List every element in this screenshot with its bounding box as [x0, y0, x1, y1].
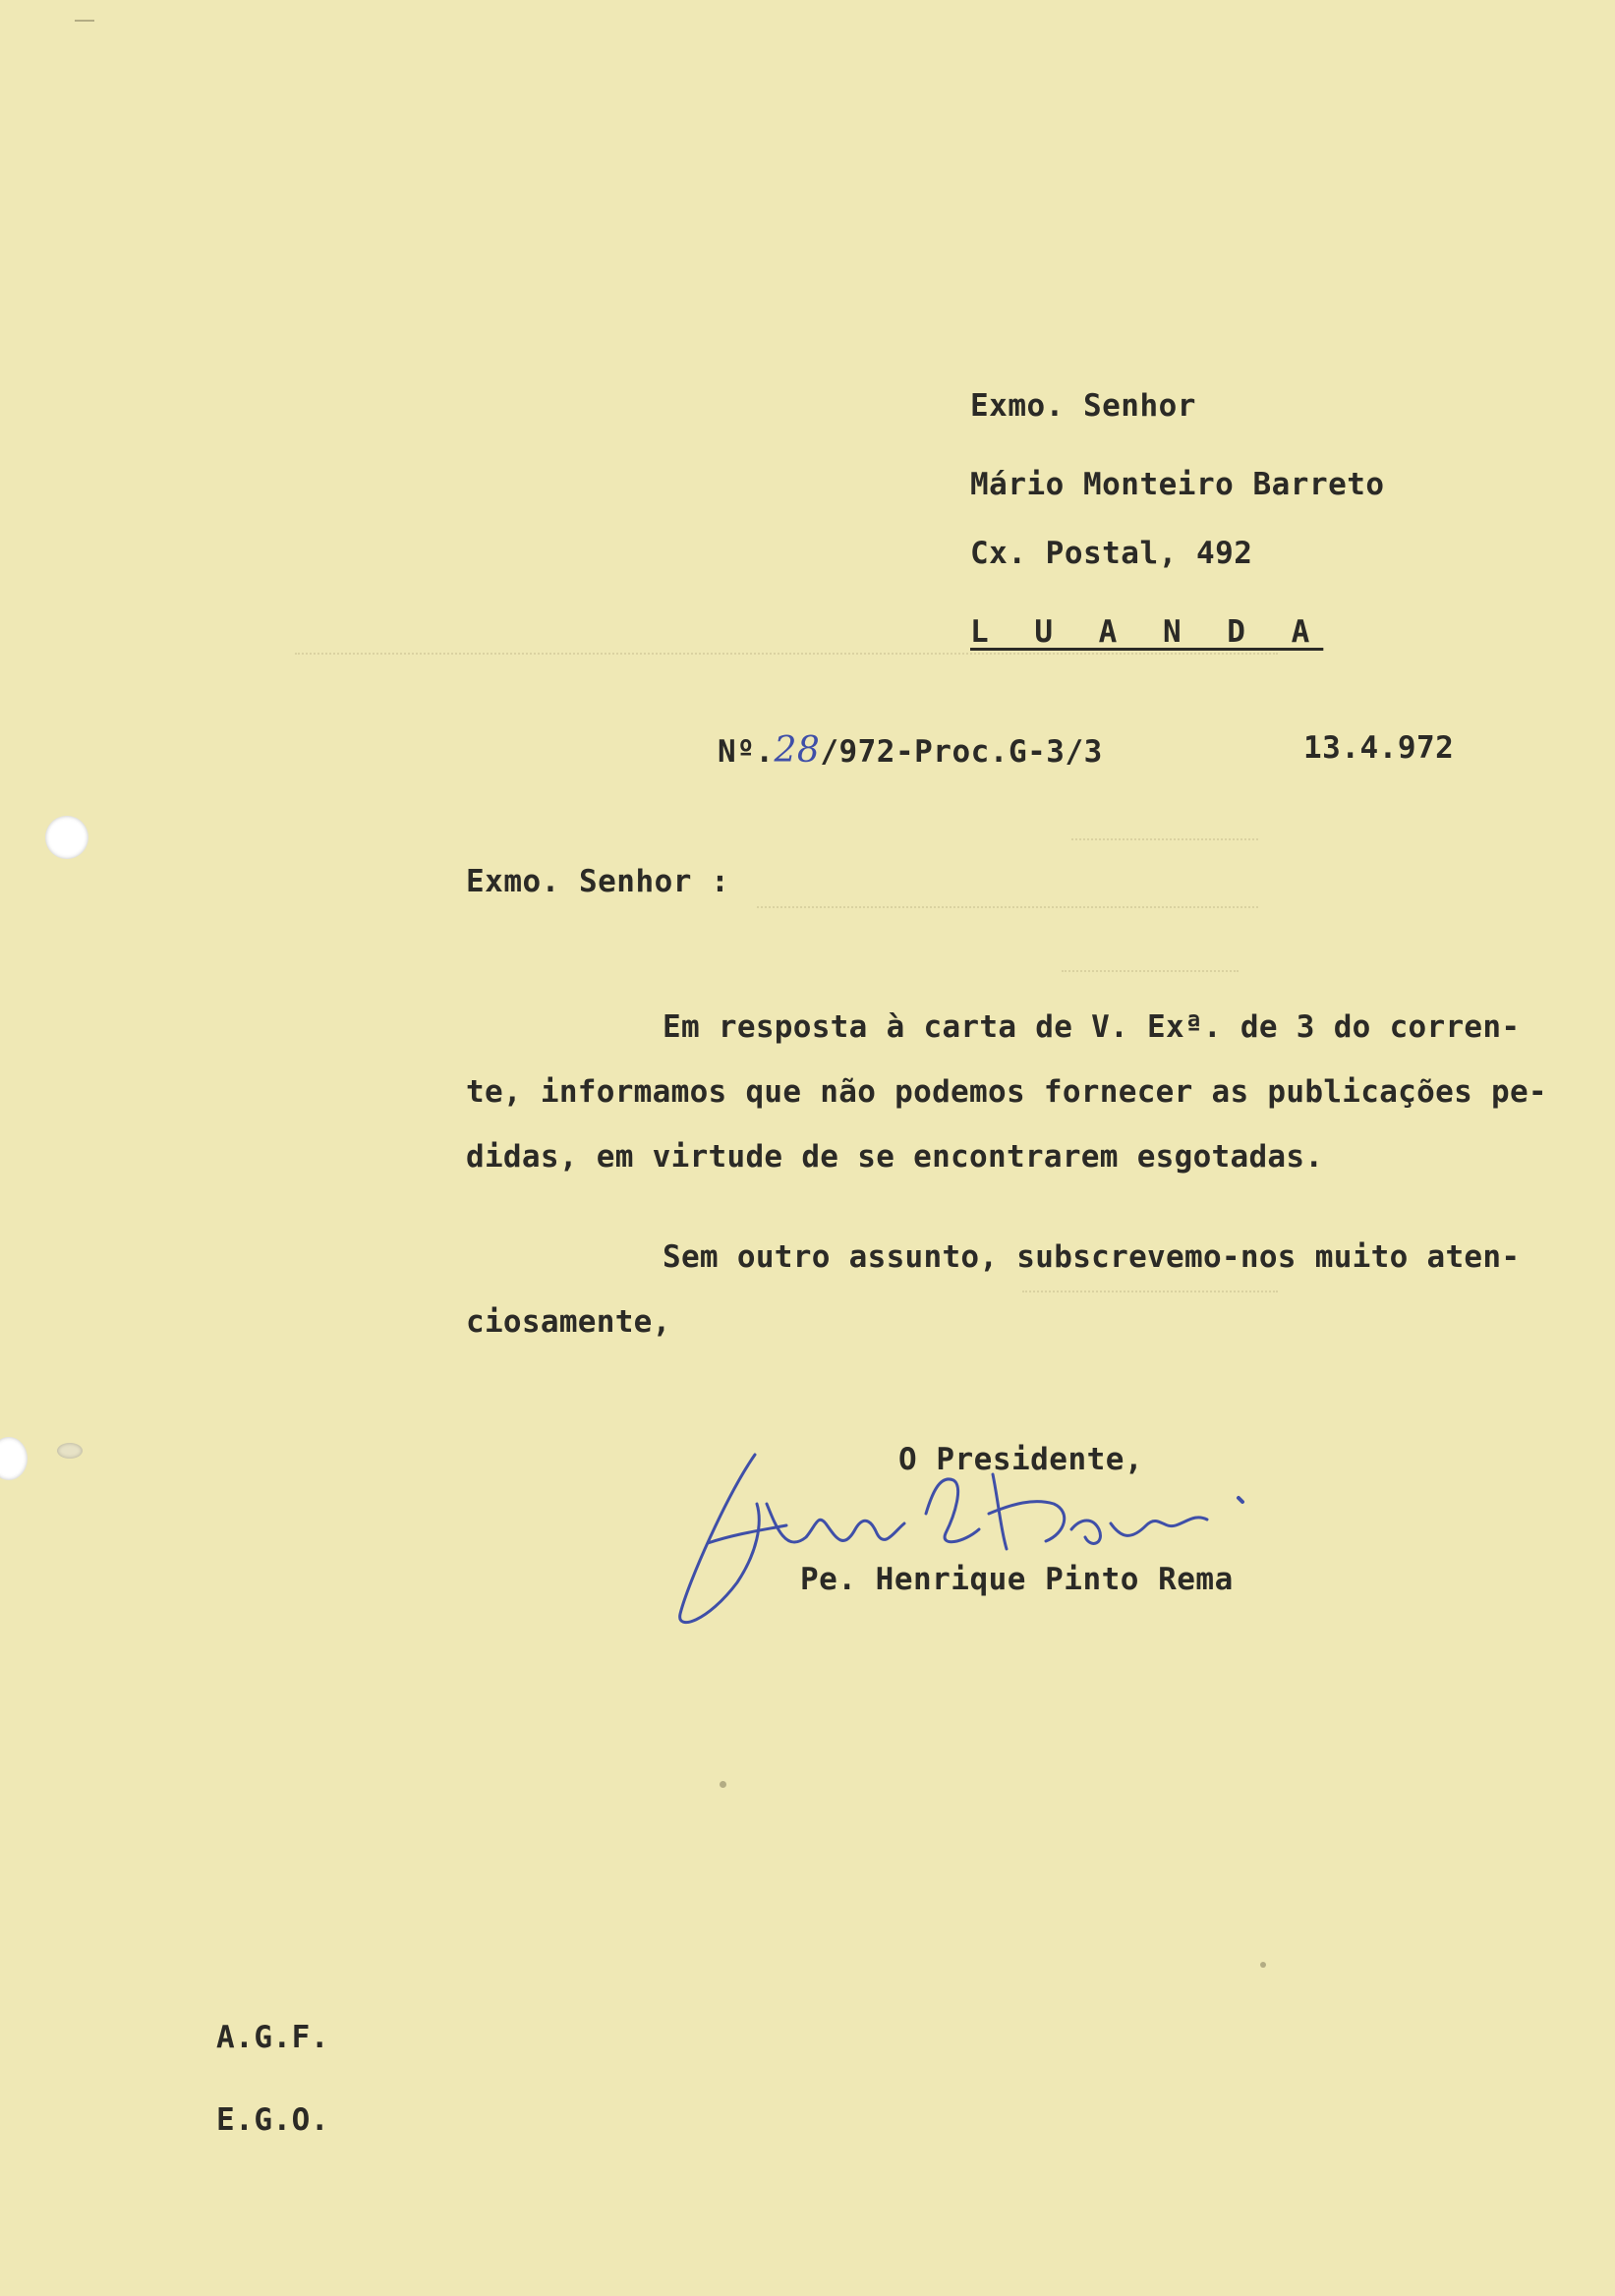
closing-title: O Presidente, [898, 1442, 1144, 1477]
paper-crease [1062, 970, 1239, 972]
reference-suffix: /972-Proc.G-3/3 [820, 734, 1103, 770]
paragraph-closing [466, 1225, 1567, 1354]
reference-handwritten-number: 28 [774, 730, 821, 771]
paper-crease [1071, 838, 1258, 840]
punch-hole-scuff [57, 1443, 83, 1459]
handwritten-signature [668, 1435, 1298, 1651]
initials-agf: A.G.F. [216, 2020, 329, 2055]
punch-hole-bottom [0, 1437, 28, 1480]
ink-speck [1260, 1962, 1266, 1968]
letter-closing-paragraph [466, 1225, 1567, 1354]
paper-crease [757, 906, 1258, 908]
signatory-name: Pe. Henrique Pinto Rema [800, 1562, 1234, 1597]
paper-crease [295, 653, 1278, 655]
recipient-name: Mário Monteiro Barreto [970, 467, 1385, 502]
letter-body [466, 995, 1567, 1189]
paragraph-line: didas, em virtude de se encontrarem esgotadas. [466, 1139, 1324, 1175]
greeting: Exmo. Senhor : [466, 864, 730, 899]
recipient-address: Cx. Postal, 492 [970, 536, 1253, 571]
paragraph-line: te, informamos que não podemos fornecer as publicações pe- [466, 1074, 1547, 1110]
ink-speck [75, 20, 94, 22]
paragraph-reply [466, 995, 1567, 1189]
reference-line [718, 730, 1103, 771]
punch-hole-top [45, 816, 88, 859]
recipient-city: L U A N D A [970, 614, 1324, 650]
reference-prefix: Nº. [718, 734, 775, 770]
letter-date: 13.4.972 [1303, 730, 1455, 766]
paragraph-line: Sem outro assunto, subscrevemo-nos muito aten- [663, 1239, 1521, 1275]
initials-ego: E.G.O. [216, 2102, 329, 2138]
paragraph-line: Em resposta à carta de V. Exª. de 3 do corren- [663, 1009, 1521, 1045]
recipient-salutation: Exmo. Senhor [970, 388, 1196, 424]
paragraph-line: ciosamente, [466, 1304, 671, 1340]
ink-speck [720, 1781, 726, 1788]
